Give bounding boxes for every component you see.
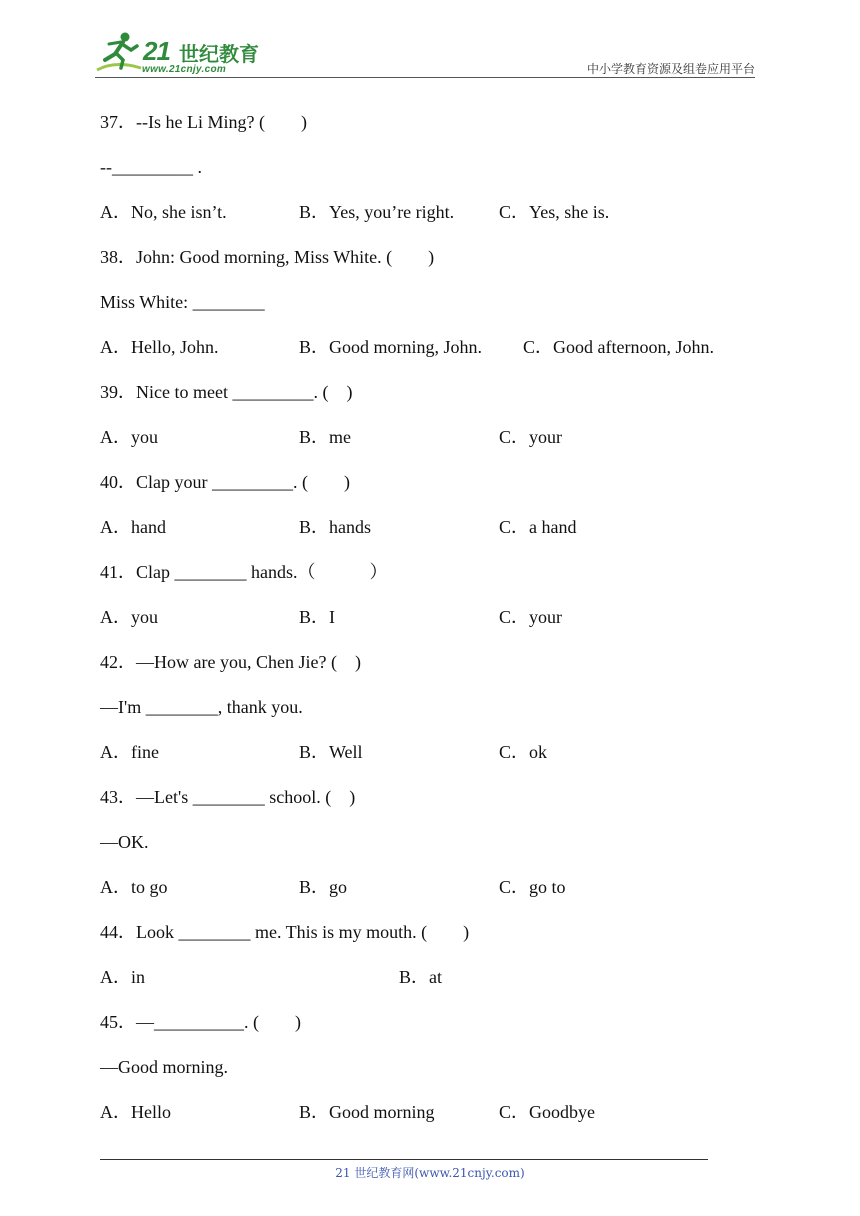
question-44: 44．Look ________ me. This is my mouth. ( ) — [100, 922, 470, 942]
page-header — [95, 30, 755, 78]
option-b[interactable]: B．go — [299, 877, 348, 897]
question-41-options — [100, 603, 780, 648]
question-42-answer-line: —I'm ________, thank you. — [100, 697, 303, 717]
footer-divider — [100, 1159, 708, 1160]
option-c[interactable]: C．ok — [499, 742, 548, 762]
header-divider — [95, 77, 755, 78]
question-39: 39．Nice to meet _________. ( ) — [100, 382, 353, 402]
option-a[interactable]: A．you — [100, 427, 158, 447]
option-c[interactable]: C．Goodbye — [499, 1102, 595, 1122]
question-42: 42．—How are you, Chen Jie? ( ) — [100, 652, 361, 672]
option-a[interactable]: A．in — [100, 967, 145, 987]
logo-text: 世纪教育 — [179, 42, 259, 66]
option-b[interactable]: B．I — [299, 607, 335, 627]
option-c[interactable]: C．your — [499, 427, 562, 447]
question-45: 45．—__________. ( ) — [100, 1012, 301, 1032]
question-40-options — [100, 513, 780, 558]
question-39-options — [100, 423, 780, 468]
question-45-options — [100, 1098, 780, 1143]
option-a[interactable]: A．No, she isn’t. — [100, 202, 227, 222]
question-37: 37．--Is he Li Ming? ( ) — [100, 112, 307, 132]
option-a[interactable]: A．fine — [100, 742, 159, 762]
question-43-answer-line: —OK. — [100, 832, 149, 852]
site-logo — [95, 30, 265, 76]
option-c[interactable]: C．go to — [499, 877, 566, 897]
option-c[interactable]: C．a hand — [499, 517, 577, 537]
question-41: 41．Clap ________ hands.（ ） — [100, 562, 388, 582]
option-c[interactable]: C．Yes, she is. — [499, 202, 610, 222]
question-list — [100, 108, 780, 1143]
question-38-answer-line: Miss White: ________ — [100, 292, 265, 312]
question-38-options — [100, 333, 780, 378]
option-b[interactable]: B．at — [399, 967, 442, 987]
option-a[interactable]: A．Hello, John. — [100, 337, 219, 357]
question-40: 40．Clap your _________. ( ) — [100, 472, 350, 492]
question-44-options — [100, 963, 780, 1008]
option-a[interactable]: A．hand — [100, 517, 166, 537]
question-37-answer-line: --_________ . — [100, 157, 202, 177]
question-45-answer-line: —Good morning. — [100, 1057, 228, 1077]
question-38: 38．John: Good morning, Miss White. ( ) — [100, 247, 435, 267]
option-c[interactable]: C．your — [499, 607, 562, 627]
option-b[interactable]: B．Good morning, John. — [299, 337, 483, 357]
runner-icon — [95, 30, 145, 74]
option-b[interactable]: B．Yes, you’re right. — [299, 202, 455, 222]
option-a[interactable]: A．Hello — [100, 1102, 171, 1122]
question-37-options — [100, 198, 780, 243]
question-42-options — [100, 738, 780, 783]
question-43: 43．—Let's ________ school. ( ) — [100, 787, 356, 807]
option-b[interactable]: B．Well — [299, 742, 363, 762]
logo-url: www.21cnjy.com — [142, 64, 227, 75]
question-43-options — [100, 873, 780, 918]
option-b[interactable]: B．me — [299, 427, 351, 447]
option-c[interactable]: C．Good afternoon, John. — [523, 337, 714, 357]
option-a[interactable]: A．to go — [100, 877, 168, 897]
logo-number: 21 — [143, 36, 170, 66]
option-b[interactable]: B．Good morning — [299, 1102, 435, 1122]
option-b[interactable]: B．hands — [299, 517, 371, 537]
option-a[interactable]: A．you — [100, 607, 158, 627]
page-footer: 21 世纪教育网(www.21cnjy.com) — [335, 1166, 525, 1180]
header-platform-text: 中小学教育资源及组卷应用平台 — [586, 62, 755, 76]
